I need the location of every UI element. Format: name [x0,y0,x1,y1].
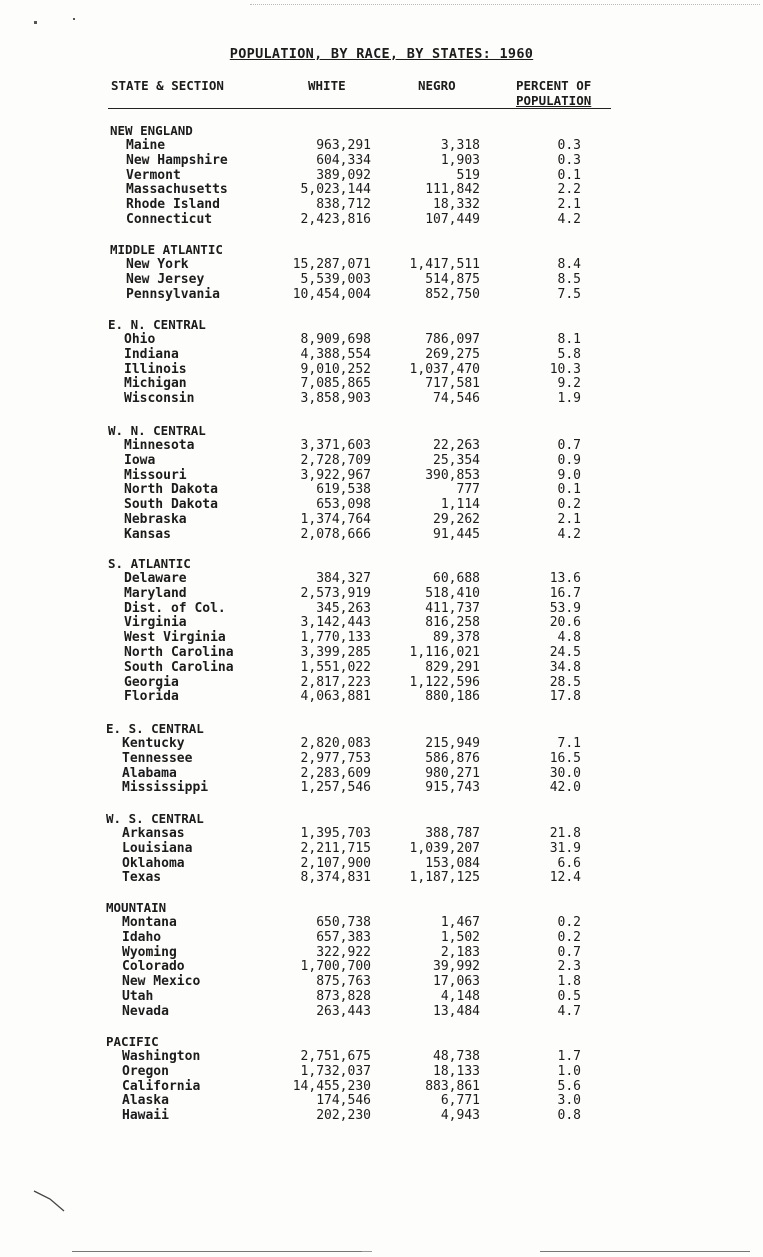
negro-cell: 980,271 [425,765,480,781]
table-row [0,153,763,168]
percent-cell: 0.3 [557,138,581,153]
state-cell: New Mexico [122,974,201,990]
negro-cell: 111,842 [425,182,480,198]
percent-cell: 53.9 [549,600,581,616]
percent-cell: 0.1 [557,167,581,183]
percent-cell: 0.3 [557,152,581,168]
negro-cell: 29,262 [433,512,480,527]
percent-cell: 16.5 [549,750,581,766]
negro-cell: 586,876 [425,750,480,766]
table-row [0,376,763,391]
negro-cell: 1,037,470 [409,361,480,377]
table-row [0,497,763,512]
percent-cell: 7.5 [557,286,581,302]
white-cell: 1,374,764 [300,512,371,527]
white-cell: 1,395,703 [300,826,371,841]
percent-cell: 5.8 [557,346,581,362]
white-cell: 4,063,881 [300,689,371,705]
state-cell: North Dakota [124,482,218,498]
white-cell: 3,399,285 [300,645,371,660]
negro-cell: 777 [456,482,480,498]
negro-cell: 25,354 [433,452,480,468]
negro-cell: 518,410 [425,585,480,601]
negro-cell: 388,787 [425,826,480,841]
state-cell: Illinois [124,361,187,377]
section-heading: MOUNTAIN [106,900,167,915]
table-row [0,751,763,766]
state-cell: Wyoming [122,944,177,960]
white-cell: 5,539,003 [300,271,371,287]
percent-cell: 0.2 [557,497,581,513]
negro-cell: 48,738 [433,1049,480,1064]
table-row [0,453,763,468]
table-row [0,391,763,406]
white-cell: 2,728,709 [300,452,371,468]
percent-cell: 0.7 [557,438,581,453]
table-row [0,660,763,675]
negro-cell: 13,484 [433,1003,480,1019]
table-row [0,826,763,841]
percent-cell: 4.2 [557,526,581,542]
white-cell: 3,858,903 [300,391,371,407]
white-cell: 873,828 [316,989,371,1004]
percent-cell: 3.0 [557,1093,581,1109]
white-cell: 1,257,546 [300,780,371,796]
table-row [0,841,763,856]
state-cell: Florida [124,689,179,705]
percent-cell: 24.5 [549,645,581,660]
pen-stroke-mark [30,1185,70,1215]
state-cell: South Dakota [124,497,218,513]
percent-cell: 9.2 [557,376,581,392]
table-row [0,1004,763,1019]
bottom-edge-line [72,1251,362,1252]
percent-cell: 0.5 [557,989,581,1004]
state-cell: Utah [122,989,154,1004]
white-cell: 650,738 [316,915,371,930]
state-cell: Nebraska [124,512,187,527]
table-row [0,675,763,690]
table-row [0,645,763,660]
negro-cell: 1,467 [440,915,480,930]
white-cell: 657,383 [316,929,371,945]
white-cell: 202,230 [316,1108,371,1124]
negro-cell: 816,258 [425,615,480,631]
table-row [0,1079,763,1094]
white-cell: 1,700,700 [300,959,371,975]
white-cell: 389,092 [316,167,371,183]
percent-cell: 0.9 [557,452,581,468]
white-cell: 1,770,133 [300,630,371,646]
bottom-edge-line [540,1251,750,1252]
percent-cell: 13.6 [549,571,581,586]
state-cell: Colorado [122,959,185,975]
table-row [0,1108,763,1123]
table-row [0,287,763,302]
state-cell: Louisiana [122,840,193,856]
white-cell: 2,573,919 [300,585,371,601]
white-cell: 15,287,071 [292,257,371,272]
negro-cell: 91,445 [433,526,480,542]
negro-cell: 2,183 [440,944,480,960]
percent-cell: 9.0 [557,467,581,483]
table-row [0,930,763,945]
negro-cell: 6,771 [440,1093,480,1109]
negro-cell: 3,318 [440,138,480,153]
section-heading: W. N. CENTRAL [108,423,206,438]
state-cell: Tennessee [122,750,193,766]
negro-cell: 1,903 [440,152,480,168]
percent-cell: 42.0 [549,780,581,796]
white-cell: 384,327 [316,571,371,586]
table-row [0,468,763,483]
percent-cell: 4.2 [557,212,581,227]
white-cell: 1,732,037 [300,1063,371,1079]
white-cell: 174,546 [316,1093,371,1109]
state-cell: Delaware [124,571,187,586]
state-cell: Alabama [122,765,177,781]
negro-cell: 852,750 [425,286,480,302]
table-row [0,601,763,616]
table-row [0,168,763,183]
percent-cell: 8.1 [557,332,581,347]
negro-cell: 89,378 [433,630,480,646]
negro-cell: 4,148 [440,989,480,1004]
table-row [0,945,763,960]
percent-cell: 0.2 [557,915,581,930]
white-cell: 8,909,698 [300,332,371,347]
state-cell: New Hampshire [126,152,228,168]
percent-cell: 1.9 [557,391,581,407]
state-cell: Michigan [124,376,187,392]
percent-cell: 20.6 [549,615,581,631]
state-cell: Oklahoma [122,855,185,871]
column-header-percent-line1: PERCENT OF [516,78,592,93]
state-cell: Virginia [124,615,187,631]
negro-cell: 1,417,511 [409,257,480,272]
state-cell: Nevada [122,1003,169,1019]
white-cell: 653,098 [316,497,371,513]
state-cell: Idaho [122,929,162,945]
white-cell: 604,334 [316,152,371,168]
percent-cell: 4.8 [557,630,581,646]
state-cell: Washington [122,1049,201,1064]
percent-cell: 1.7 [557,1049,581,1064]
negro-cell: 22,263 [433,438,480,453]
negro-cell: 18,332 [433,197,480,213]
percent-cell: 0.7 [557,944,581,960]
section-heading: W. S. CENTRAL [106,811,204,826]
white-cell: 5,023,144 [300,182,371,198]
table-row [0,138,763,153]
table-row [0,689,763,704]
negro-cell: 1,502 [440,929,480,945]
state-cell: Rhode Island [126,197,220,213]
white-cell: 838,712 [316,197,371,213]
section-heading: E. S. CENTRAL [106,721,204,736]
percent-cell: 1.0 [557,1063,581,1079]
state-cell: West Virginia [124,630,226,646]
negro-cell: 717,581 [425,376,480,392]
table-row [0,257,763,272]
section-heading: E. N. CENTRAL [108,317,206,332]
state-cell: Wisconsin [124,391,195,407]
percent-cell: 21.8 [549,826,581,841]
percent-cell: 28.5 [549,674,581,690]
negro-cell: 390,853 [425,467,480,483]
state-cell: Pennsylvania [126,286,220,302]
percent-cell: 0.2 [557,929,581,945]
state-cell: Kansas [124,526,171,542]
table-row [0,527,763,542]
table-row [0,197,763,212]
state-cell: Massachusetts [126,182,228,198]
state-cell: Maine [126,138,166,153]
table-row [0,212,763,227]
column-header-negro: NEGRO [418,78,456,93]
negro-cell: 1,114 [440,497,480,513]
white-cell: 2,751,675 [300,1049,371,1064]
negro-cell: 107,449 [425,212,480,227]
negro-cell: 4,943 [440,1108,480,1124]
state-cell: Mississippi [122,780,209,796]
negro-cell: 1,187,125 [409,870,480,886]
table-row [0,856,763,871]
state-cell: Iowa [124,452,156,468]
negro-cell: 883,861 [425,1078,480,1094]
percent-cell: 30.0 [549,765,581,781]
bottom-edge-line [362,1251,372,1252]
table-row [0,780,763,795]
state-cell: Georgia [124,674,179,690]
white-cell: 345,263 [316,600,371,616]
table-row [0,989,763,1004]
state-cell: Arkansas [122,826,185,841]
column-header-state: STATE & SECTION [111,78,224,93]
state-cell: Vermont [126,167,181,183]
state-cell: North Carolina [124,645,234,660]
percent-cell: 2.2 [557,182,581,198]
state-cell: Minnesota [124,438,195,453]
percent-cell: 2.1 [557,197,581,213]
table-row [0,630,763,645]
white-cell: 3,142,443 [300,615,371,631]
percent-cell: 31.9 [549,840,581,856]
white-cell: 263,443 [316,1003,371,1019]
state-cell: Alaska [122,1093,169,1109]
negro-cell: 153,084 [425,855,480,871]
white-cell: 2,078,666 [300,526,371,542]
negro-cell: 915,743 [425,780,480,796]
negro-cell: 74,546 [433,391,480,407]
percent-cell: 16.7 [549,585,581,601]
table-row [0,1049,763,1064]
percent-cell: 2.3 [557,959,581,975]
table-row [0,974,763,989]
white-cell: 875,763 [316,974,371,990]
white-cell: 2,211,715 [300,840,371,856]
negro-cell: 786,097 [425,332,480,347]
white-cell: 3,922,967 [300,467,371,483]
white-cell: 4,388,554 [300,346,371,362]
state-cell: Connecticut [126,212,213,227]
white-cell: 2,107,900 [300,855,371,871]
section-heading: PACIFIC [106,1034,159,1049]
white-cell: 9,010,252 [300,361,371,377]
state-cell: Indiana [124,346,179,362]
page-title: POPULATION, BY RACE, BY STATES: 1960 [229,46,534,62]
negro-cell: 1,116,021 [409,645,480,660]
negro-cell: 519 [456,167,480,183]
white-cell: 2,820,083 [300,736,371,751]
white-cell: 2,817,223 [300,674,371,690]
percent-cell: 2.1 [557,512,581,527]
white-cell: 2,283,609 [300,765,371,781]
table-row [0,332,763,347]
table-row [0,512,763,527]
table-row [0,1064,763,1079]
table-row [0,482,763,497]
negro-cell: 411,737 [425,600,480,616]
white-cell: 2,977,753 [300,750,371,766]
negro-cell: 60,688 [433,571,480,586]
state-cell: Kentucky [122,736,185,751]
table-row [0,586,763,601]
state-cell: Ohio [124,332,156,347]
percent-cell: 8.4 [557,257,581,272]
state-cell: Missouri [124,467,187,483]
white-cell: 10,454,004 [292,286,371,302]
percent-cell: 1.8 [557,974,581,990]
section-heading: NEW ENGLAND [110,123,193,138]
table-row [0,182,763,197]
state-cell: Montana [122,915,177,930]
negro-cell: 18,133 [433,1063,480,1079]
state-cell: Dist. of Col. [124,600,226,616]
table-row [0,915,763,930]
negro-cell: 1,122,596 [409,674,480,690]
column-header-white: WHITE [308,78,346,93]
table-row [0,362,763,377]
state-cell: Hawaii [122,1108,169,1124]
white-cell: 14,455,230 [292,1078,371,1094]
white-cell: 8,374,831 [300,870,371,886]
percent-cell: 8.5 [557,271,581,287]
percent-cell: 5.6 [557,1078,581,1094]
section-heading: S. ATLANTIC [108,556,191,571]
percent-cell: 0.8 [557,1108,581,1124]
negro-cell: 215,949 [425,736,480,751]
table-row [0,272,763,287]
table-row [0,615,763,630]
column-header-percent-line2: POPULATION [516,93,592,108]
table-row [0,736,763,751]
percent-cell: 34.8 [549,659,581,675]
white-cell: 7,085,865 [300,376,371,392]
percent-cell: 10.3 [549,361,581,377]
negro-cell: 17,063 [433,974,480,990]
negro-cell: 829,291 [425,659,480,675]
table-row [0,347,763,362]
white-cell: 619,538 [316,482,371,498]
negro-cell: 880,186 [425,689,480,705]
state-cell: South Carolina [124,659,234,675]
percent-cell: 7.1 [557,736,581,751]
percent-cell: 4.7 [557,1003,581,1019]
state-cell: California [122,1078,201,1094]
negro-cell: 39,992 [433,959,480,975]
white-cell: 963,291 [316,138,371,153]
table-row [0,438,763,453]
table-row [0,1093,763,1108]
section-heading: MIDDLE ATLANTIC [110,242,223,257]
white-cell: 3,371,603 [300,438,371,453]
negro-cell: 1,039,207 [409,840,480,856]
percent-cell: 6.6 [557,855,581,871]
table-row [0,870,763,885]
state-cell: New Jersey [126,271,205,287]
percent-cell: 12.4 [549,870,581,886]
table-row [0,766,763,781]
percent-cell: 17.8 [549,689,581,705]
state-cell: Maryland [124,585,187,601]
table-row [0,959,763,974]
table-row [0,571,763,586]
percent-cell: 0.1 [557,482,581,498]
negro-cell: 514,875 [425,271,480,287]
white-cell: 2,423,816 [300,212,371,227]
state-cell: Texas [122,870,162,886]
state-cell: Oregon [122,1063,169,1079]
negro-cell: 269,275 [425,346,480,362]
white-cell: 1,551,022 [300,659,371,675]
state-cell: New York [126,257,189,272]
white-cell: 322,922 [316,944,371,960]
